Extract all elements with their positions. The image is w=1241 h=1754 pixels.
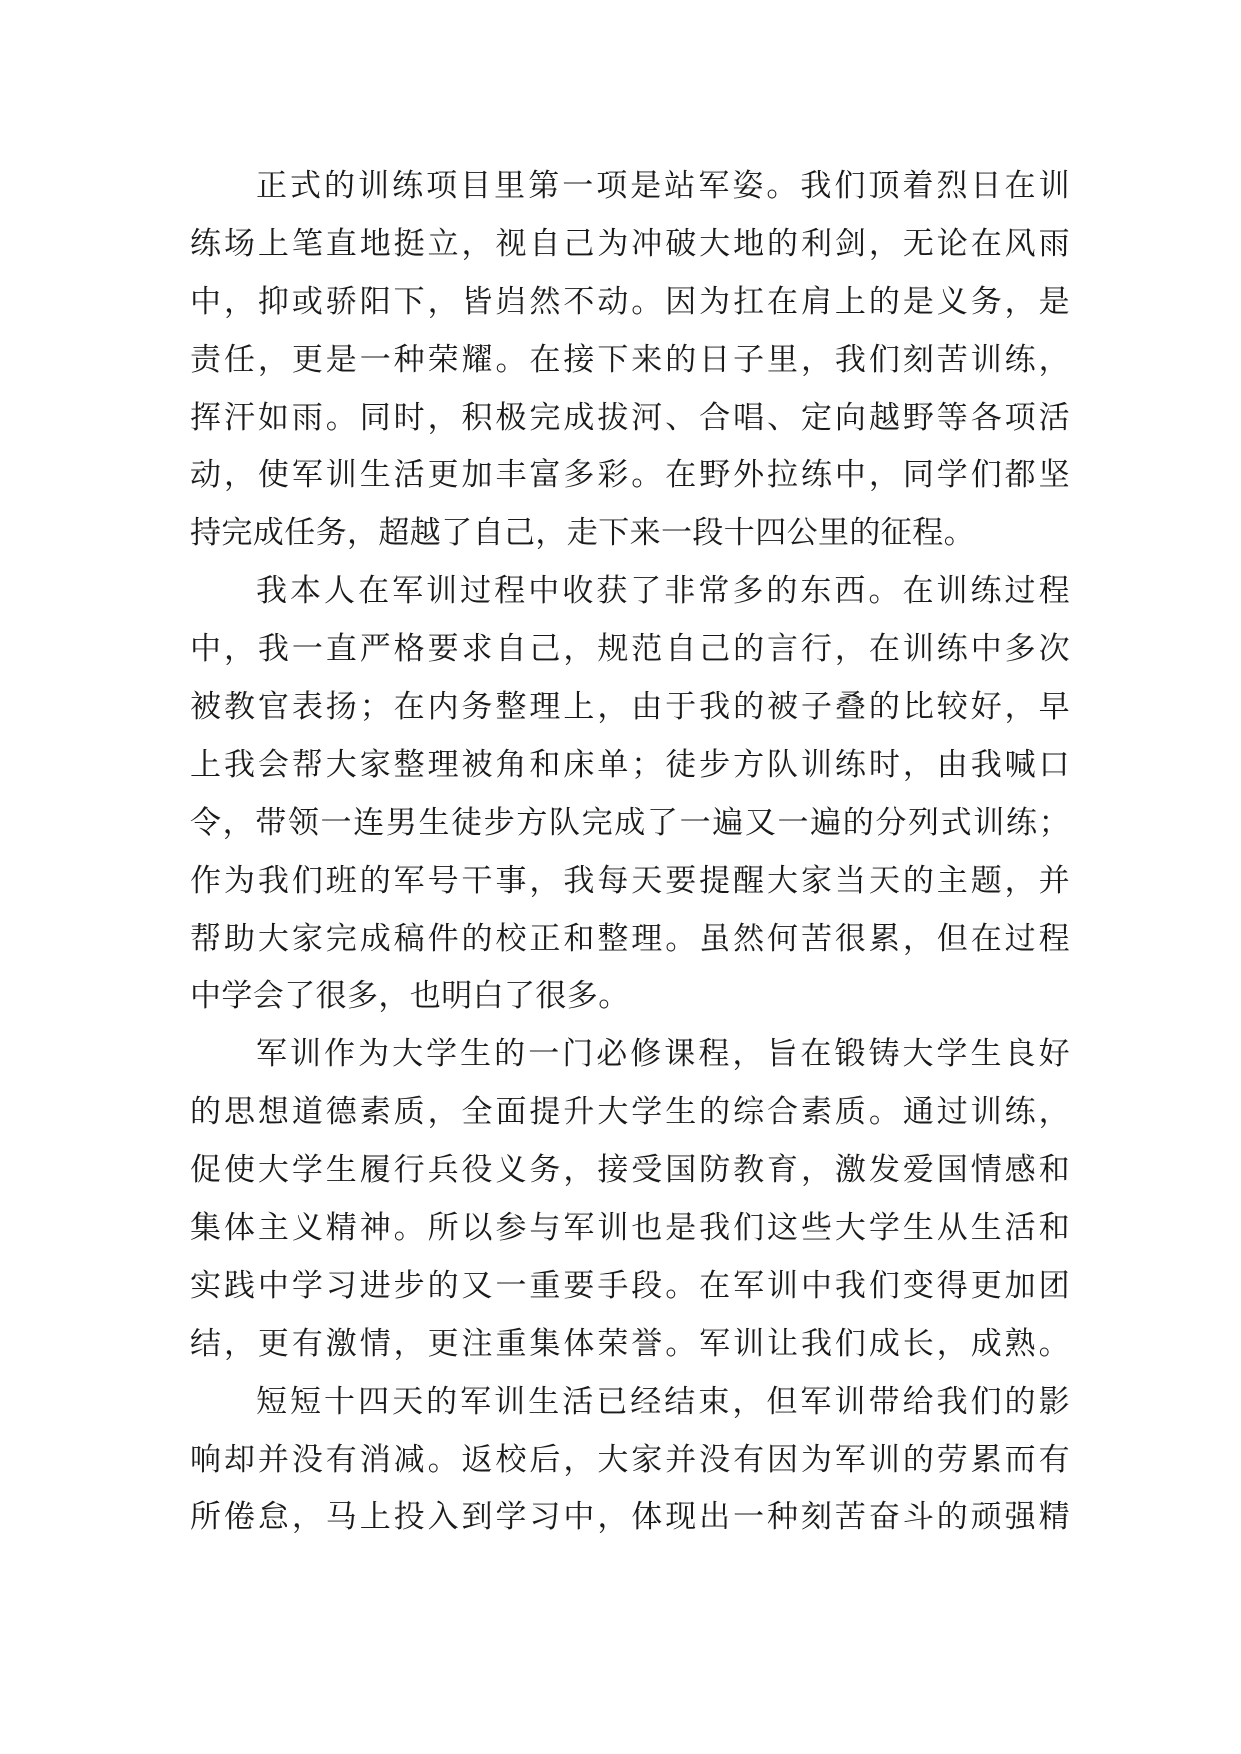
text-line: 令，带领一连男生徒步方队完成了一遍又一遍的分列式训练； [190,804,1070,841]
text-line: 实践中学习进步的又一重要手段。在军训中我们变得更加团 [190,1267,1070,1304]
text-line: 持完成任务，超越了自己，走下来一段十四公里的征程。 [190,515,975,552]
text-line: 中学会了很多，也明白了很多。 [190,978,630,1015]
text-line: 响却并没有消减。返校后，大家并没有因为军训的劳累而有 [190,1441,1070,1478]
text-line: 中，抑或骄阳下，皆岿然不动。因为扛在肩上的是义务，是 [190,283,1070,320]
text-line: 集体主义精神。所以参与军训也是我们这些大学生从生活和 [190,1210,1070,1247]
paragraph-2 [190,563,1070,1026]
text-line: 正式的训练项目里第一项是站军姿。我们顶着烈日在训 [256,168,1070,204]
text-line: 挥汗如雨。同时，积极完成拔河、合唱、定向越野等各项活 [190,399,1070,436]
text-line: 所倦怠，马上投入到学习中，体现出一种刻苦奋斗的顽强精 [190,1499,1070,1536]
text-line: 上我会帮大家整理被角和床单；徒步方队训练时，由我喊口 [190,746,1070,783]
paragraph-4 [190,1374,1070,1548]
text-line: 作为我们班的军号干事，我每天要提醒大家当天的主题，并 [190,862,1070,899]
text-line: 帮助大家完成稿件的校正和整理。虽然何苦很累，但在过程 [190,920,1070,957]
text-line: 被教官表扬；在内务整理上，由于我的被子叠的比较好，早 [190,689,1070,726]
body-text [190,158,1070,1547]
text-line: 中，我一直严格要求自己，规范自己的言行，在训练中多次 [190,631,1070,668]
text-line: 责任，更是一种荣耀。在接下来的日子里，我们刻苦训练， [190,341,1070,378]
text-line: 结，更有激情，更注重集体荣誉。军训让我们成长，成熟。 [190,1325,1070,1362]
text-line: 动，使军训生活更加丰富多彩。在野外拉练中，同学们都坚 [190,457,1070,494]
text-line: 我本人在军训过程中收获了非常多的东西。在训练过程 [256,573,1070,610]
text-line: 促使大学生履行兵役义务，接受国防教育，激发爱国情感和 [190,1152,1070,1189]
paragraph-3 [190,1026,1070,1373]
paragraph-1 [190,158,1070,563]
text-line: 短短十四天的军训生活已经结束，但军训带给我们的影 [256,1383,1070,1420]
text-line: 军训作为大学生的一门必修课程，旨在锻铸大学生良好 [256,1036,1070,1073]
text-line: 练场上笔直地挺立，视自己为冲破大地的利剑，无论在风雨 [190,225,1070,262]
text-line: 的思想道德素质，全面提升大学生的综合素质。通过训练， [190,1094,1070,1131]
